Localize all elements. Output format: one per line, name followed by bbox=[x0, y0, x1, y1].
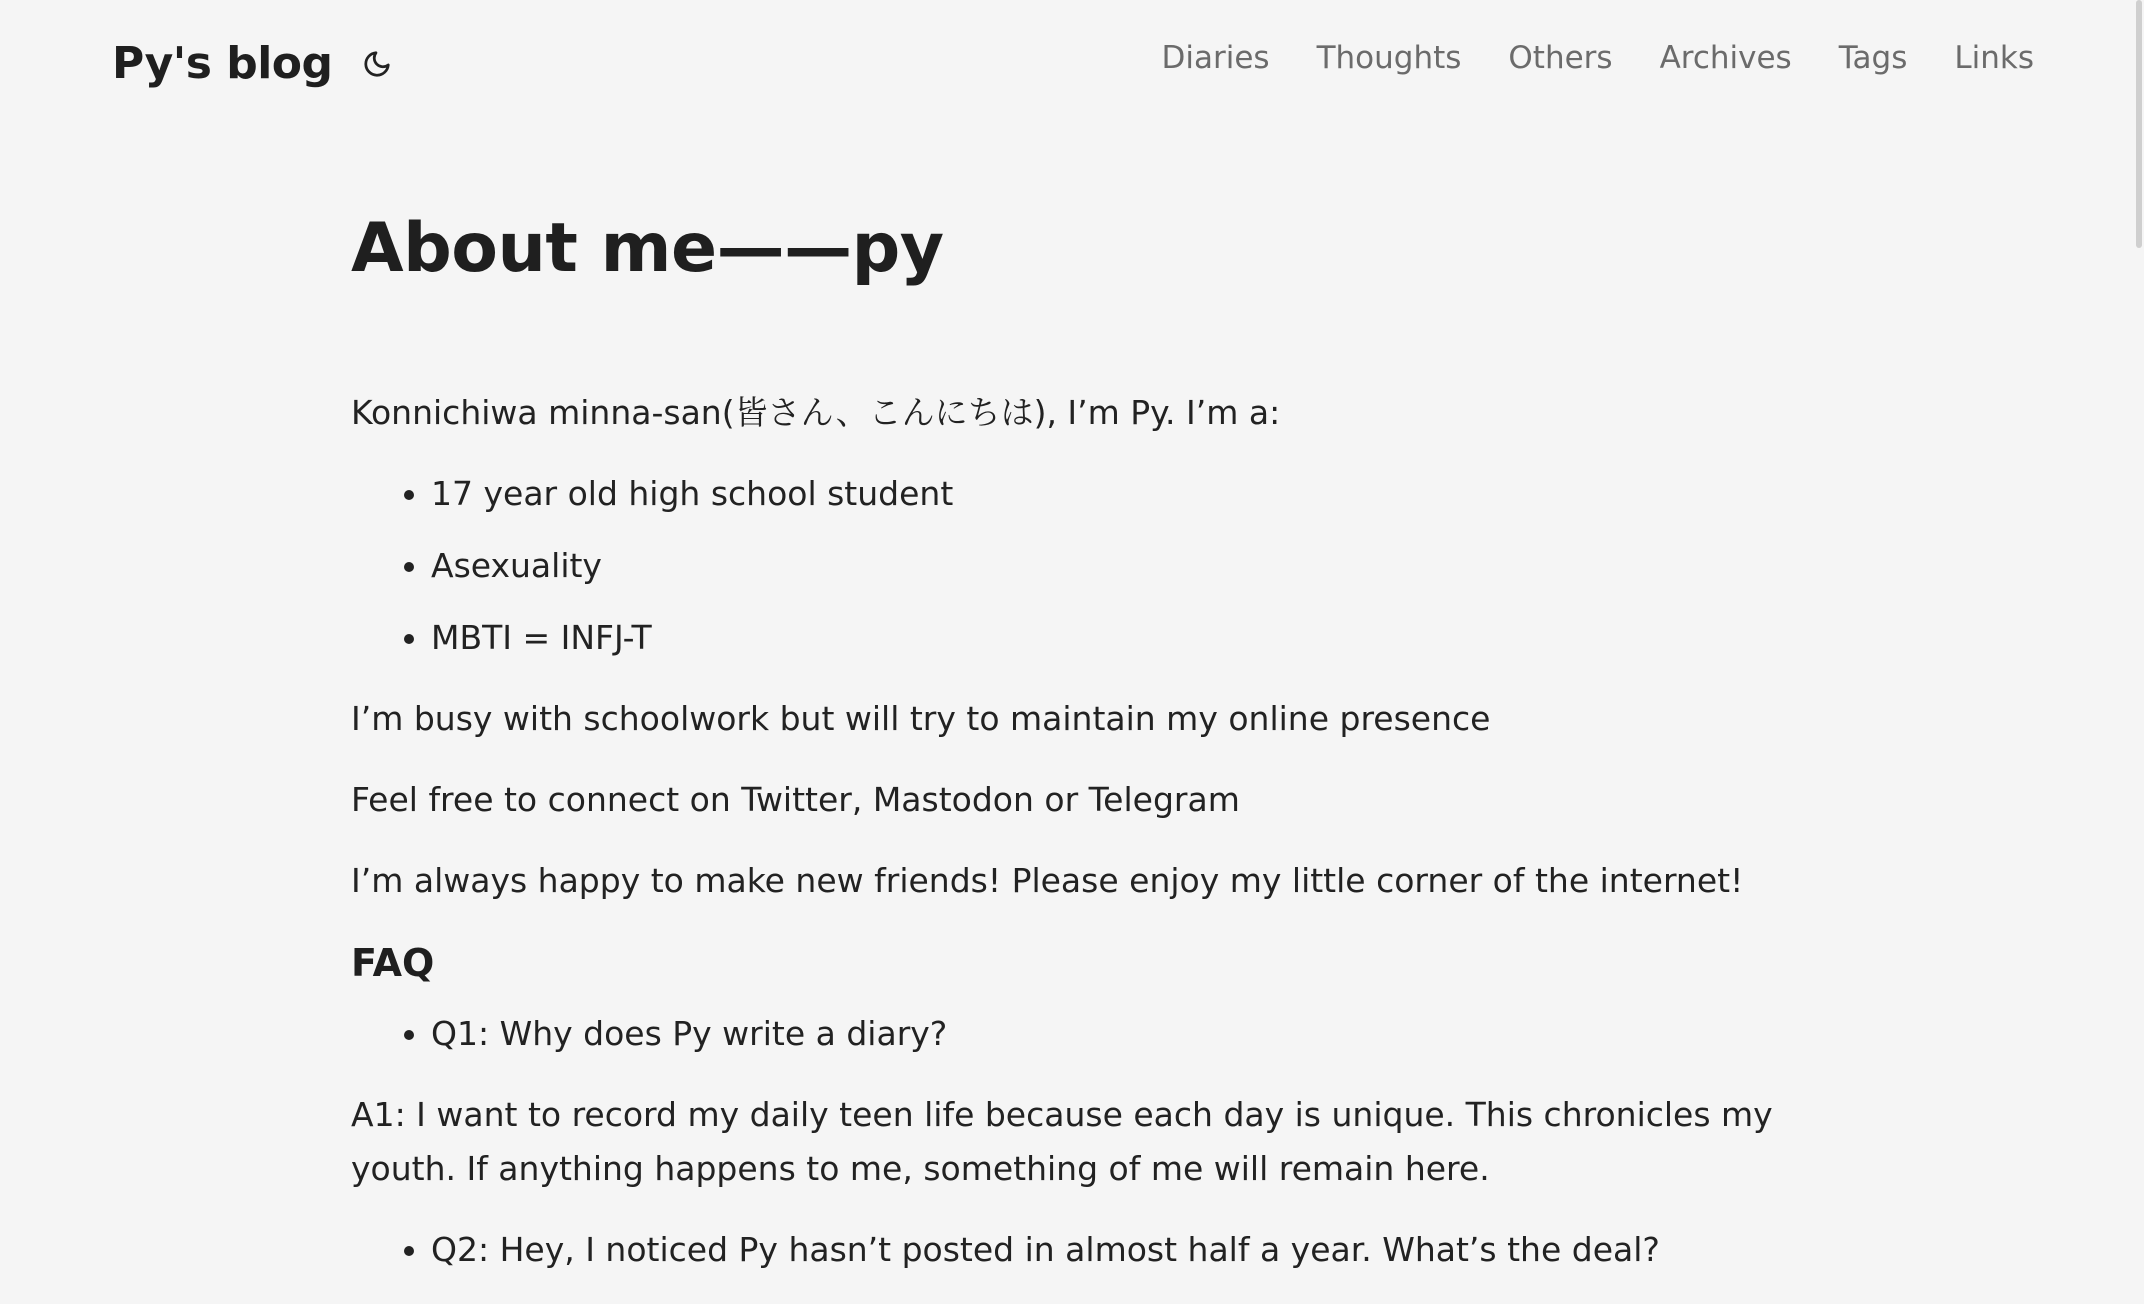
site-header bbox=[0, 0, 2144, 128]
faq-heading: FAQ bbox=[351, 941, 435, 985]
list-item: • MBTI = INFJ-T bbox=[431, 611, 1781, 665]
moon-icon[interactable] bbox=[357, 44, 397, 84]
scrollbar-thumb[interactable] bbox=[2136, 0, 2142, 248]
paragraph: I’m always happy to make new friends! Please enjoy my little corner of the internet! bbox=[351, 861, 1744, 900]
nav-link-tags[interactable]: Tags bbox=[1838, 40, 1908, 76]
brand bbox=[112, 28, 397, 100]
list-item: • 17 year old high school student bbox=[431, 467, 1781, 521]
nav-link-others[interactable]: Others bbox=[1508, 40, 1613, 76]
faq-question-list bbox=[351, 1007, 1781, 1061]
article-body bbox=[351, 386, 1781, 1304]
paragraph: Feel free to connect on Twitter, Mastodon or Telegram bbox=[351, 780, 1240, 819]
traits-list bbox=[351, 467, 1781, 665]
nav-link-links[interactable]: Links bbox=[1954, 40, 2034, 76]
faq-question: • Q2: Hey, I noticed Py hasn’t posted in almost half a year. What’s the deal? bbox=[431, 1223, 1781, 1277]
site-title-link[interactable]: Py's blog bbox=[112, 38, 333, 89]
paragraph: I’m busy with schoolwork but will try to maintain my online presence bbox=[351, 699, 1491, 738]
list-item: • Asexuality bbox=[431, 539, 1781, 593]
nav-link-diaries[interactable]: Diaries bbox=[1161, 40, 1270, 76]
nav-link-archives[interactable]: Archives bbox=[1659, 40, 1792, 76]
faq-answer: A1: I want to record my daily teen life because each day is unique. This chronicles my youth. If anything happens to me, something of me will remain here. bbox=[351, 1095, 1773, 1188]
page-title: About me——py bbox=[351, 209, 944, 288]
faq-question: • Q1: Why does Py write a diary? bbox=[431, 1007, 1781, 1061]
main-nav bbox=[1162, 40, 2035, 77]
intro-paragraph: Konnichiwa minna-san(皆さん、こんにちは), I’m Py. I’m a: bbox=[351, 393, 1281, 432]
faq-question-list bbox=[351, 1223, 1781, 1277]
page-scrollbar[interactable] bbox=[2134, 0, 2144, 1280]
nav-link-thoughts[interactable]: Thoughts bbox=[1316, 40, 1462, 76]
